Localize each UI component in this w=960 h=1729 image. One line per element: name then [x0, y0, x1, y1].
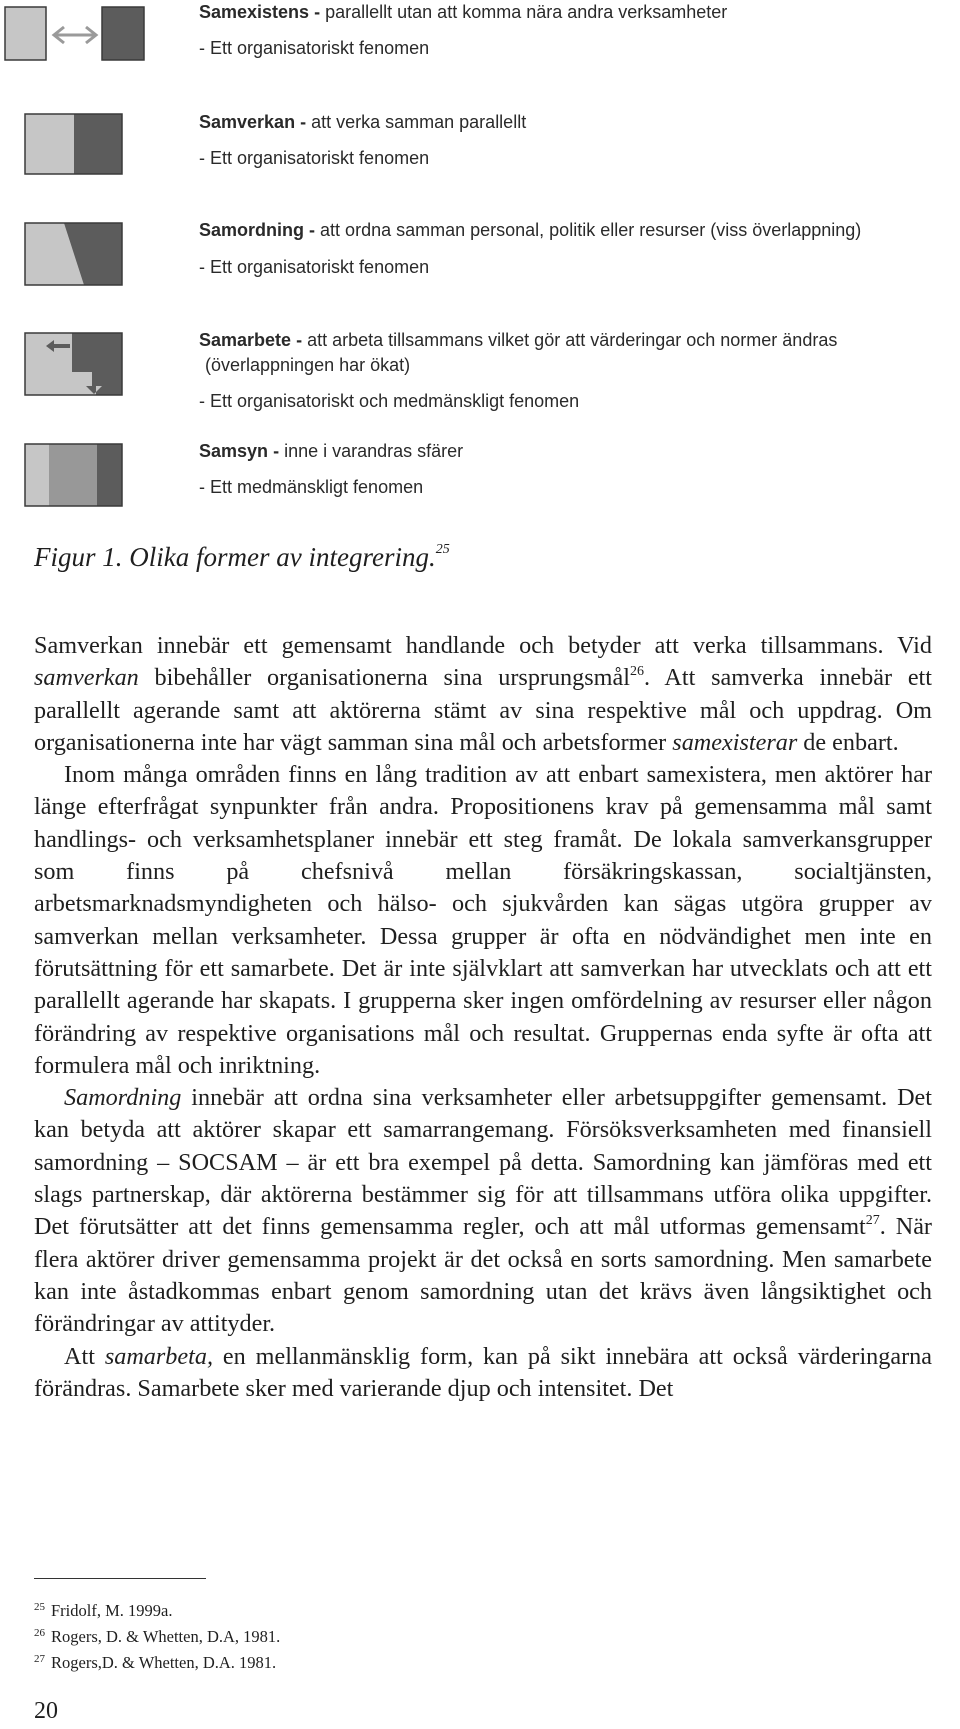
figure-separator: -	[314, 2, 321, 22]
figure-definition: att verka samman parallellt	[311, 112, 527, 132]
figure-term: Samexistens	[199, 2, 310, 22]
emphasis: Samordning	[64, 1084, 182, 1112]
figure-item-samordning	[199, 218, 861, 242]
footnote-ref: 25	[435, 542, 450, 557]
footnote-text: Rogers,D. & Whetten, D.A. 1981.	[51, 1653, 277, 1672]
footnote-text: Fridolf, M. 1999a.	[51, 1601, 173, 1620]
emphasis: samexisterar	[672, 728, 798, 756]
figure-separator: -	[273, 441, 280, 461]
figure-term: Samarbete	[199, 330, 292, 350]
figure-item-samverkan	[199, 110, 526, 134]
figure-definition: inne i varandras sfärer	[284, 441, 464, 461]
text-run: . Att samverka innebär ett parallellt agerande samt att aktörerna stämt av sina respektive mål och uppdrag. Om organisationerna inte har vägt samman sina mål och arbetsformer	[34, 664, 932, 756]
figure-definition: parallellt utan att komma nära andra verksamheter	[325, 2, 728, 22]
footnote	[34, 1648, 280, 1674]
figure-note: - Ett organisatoriskt fenomen	[199, 38, 430, 58]
paragraph	[34, 1082, 932, 1340]
footnote-divider	[34, 1578, 206, 1579]
body-text	[34, 630, 932, 1405]
footnote-ref: 27	[865, 1213, 880, 1229]
figure-definition: att ordna samman personal, politik eller resurser (viss överlappning)	[320, 220, 862, 240]
figure-separator: -	[309, 220, 316, 240]
figure-item-samexistens	[199, 0, 727, 24]
figure-separator: -	[296, 330, 303, 350]
footnote-text: Rogers, D. & Whetten, D.A, 1981.	[51, 1627, 281, 1646]
emphasis: samarbeta,	[104, 1342, 213, 1370]
figure-caption	[34, 532, 450, 575]
text-run: bibehåller organisationerna sina ursprungsmål	[138, 664, 630, 692]
footnote-number: 27	[34, 1653, 45, 1665]
paragraph	[34, 1341, 932, 1406]
figure-extra: (överlappningen har ökat)	[205, 355, 411, 375]
footnote-ref: 26	[629, 664, 644, 680]
figure-term: Samsyn	[199, 441, 269, 461]
text-run: . När flera aktörer driver gemensamma projekt är det också en sorts samordning. Men samarbete kan inte åstadkommas enbart genom samordning utan det krävs även långsiktighet och förändringar av attityder.	[34, 1213, 932, 1338]
footnote	[34, 1596, 280, 1622]
footnotes	[34, 1596, 280, 1674]
figure-term: Samordning	[199, 220, 305, 240]
adjacent-boxes-icon	[24, 113, 124, 175]
page-number: 20	[34, 1698, 58, 1724]
figure-definition: att arbeta tillsammans vilket gör att värderingar och normer ändras	[307, 330, 838, 350]
text-run: innebär att ordna sina verksamheter eller arbetsuppgifter gemensamt. Det kan betyda att aktörer skapar ett samarrangemang. Försöksverksamheten med finansiell samordning – SOCSAM – är ett bra exempel på detta. Samordning kan jämföras med ett slags partnerskap, där aktörerna bestämmer sig för att tillsammans utföra olika uppgifter. Det förutsätter att det finns gemensamma regler, och att mål utformas gemensamt	[34, 1084, 932, 1241]
separate-boxes-arrow-icon	[4, 6, 146, 62]
figure-note: - Ett organisatoriskt fenomen	[199, 257, 430, 277]
footnote	[34, 1622, 280, 1648]
paragraph: Inom många områden finns en lång tradition av att enbart samexistera, men aktörer har länge efterfrågat synpunkter från andra. Propositionens krav på gemensamma mål samt handlings- och verksamhetsplaner innebär ett steg framåt. De lokala samverkansgrupper som finns på chefsnivå mellan försäkringskassan, socialtjänsten, arbetsmarknadsmyndigheten och hälso- och sjukvården kan sägas utgöra grupper av samverkan mellan verksamheter. Dessa grupper är ofta en nödvändighet men inte en förutsättning för ett samarbete. Det är inte självklart att samverkan har utvecklats och att ett parallellt agerande har skapats. I grupperna sker ingen omfördelning av resurser eller någon förändring av respektive organisations mål och resultat. Gruppernas enda syfte är ofta att formulera mål och inriktning.	[34, 761, 932, 1079]
text-run: de enbart.	[797, 728, 899, 756]
slanted-overlap-icon	[24, 222, 124, 286]
figure-caption-text: Figur 1. Olika former av integrering.	[34, 542, 436, 572]
text-run: Samverkan innebär ett gemensamt handlande och betyder att verka tillsammans. Vid	[34, 632, 932, 659]
emphasis: samverkan	[34, 664, 139, 692]
figure-term: Samverkan	[199, 112, 296, 132]
text-run: Att	[64, 1342, 105, 1370]
figure-note: - Ett organisatoriskt och medmänskligt fenomen	[199, 391, 580, 411]
figure-note: - Ett organisatoriskt fenomen	[199, 148, 430, 168]
three-band-overlap-icon	[24, 443, 124, 507]
footnote-number: 26	[34, 1627, 45, 1639]
text-run: en mellanmänsklig form, kan på sikt innebära att också värderingarna förändras. Samarbete sker med varierande djup och intensitet. Det	[34, 1342, 932, 1402]
figure-note: - Ett medmänskligt fenomen	[199, 477, 424, 497]
interlocking-arrows-icon	[24, 332, 124, 396]
paragraph	[34, 630, 932, 759]
figure-item-samarbete	[199, 328, 837, 352]
footnote-number: 25	[34, 1601, 45, 1613]
figure-item-samsyn	[199, 439, 463, 463]
figure-separator: -	[300, 112, 307, 132]
